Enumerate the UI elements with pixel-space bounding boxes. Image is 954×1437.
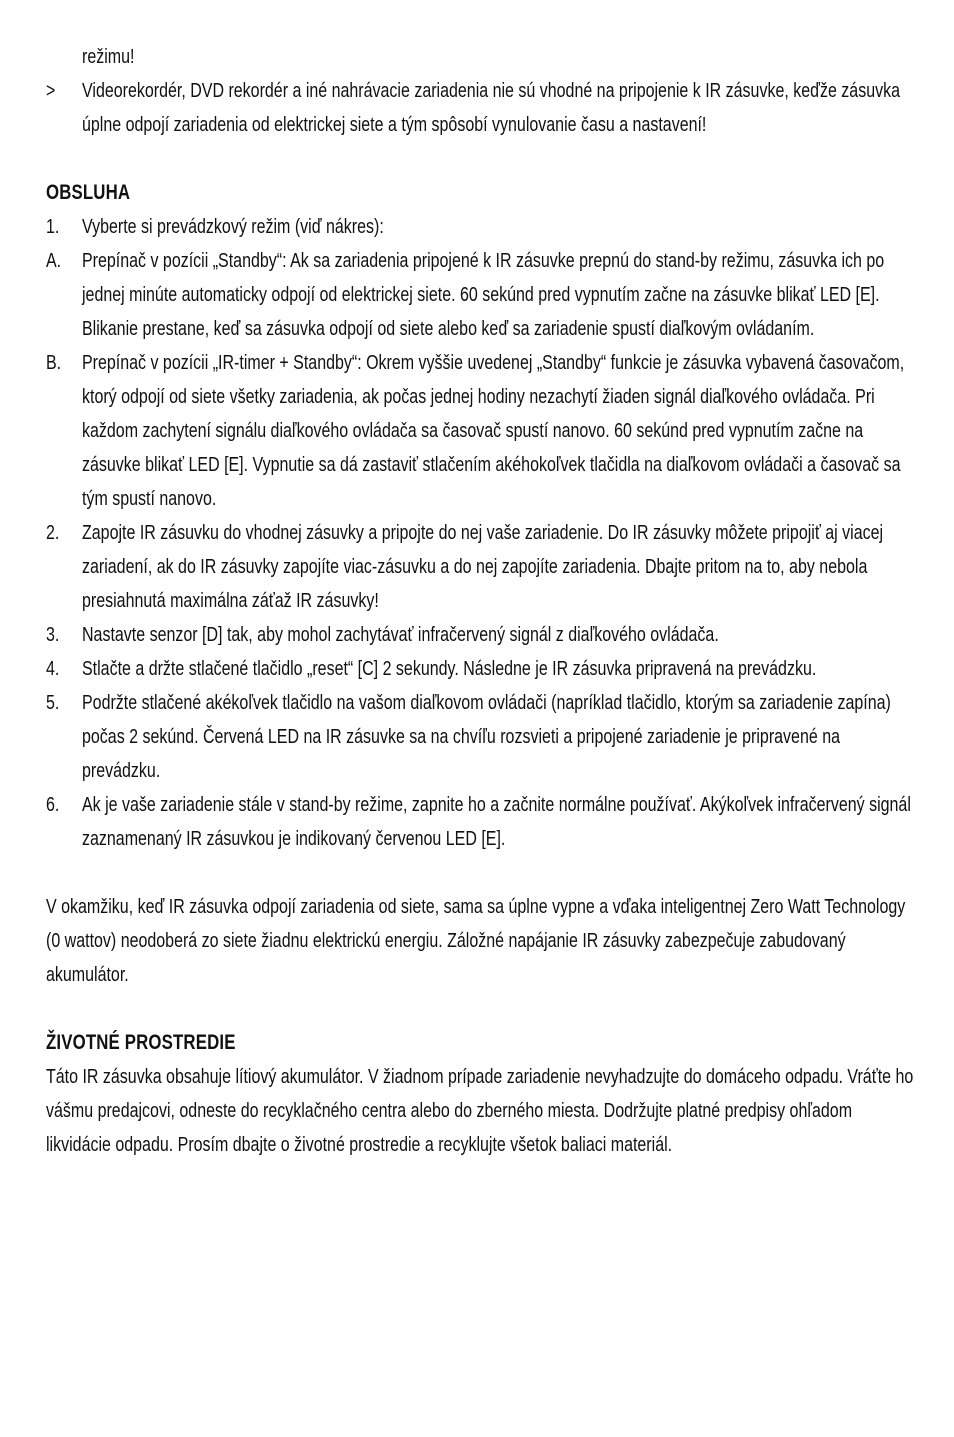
list-text: Vyberte si prevádzkový režim (viď nákres): [82,216,384,238]
closing-paragraph: V okamžiku, keď IR zásuvka odpojí zariadenia od siete, sama sa úplne vypne a vďaka inteligentnej Zero Watt Technology (0 wattov) neodoberá zo siete žiadnu elektrickú energiu. Záložné napájanie IR zásuvky zabezpečuje zabudovaný akumulátor. [46,896,906,986]
list-marker: 1. [46,216,60,238]
list-marker: A. [46,250,62,272]
list-text: Zapojte IR zásuvku do vhodnej zásuvky a pripojte do nej vaše zariadenie. Do IR zásuvky môžete pripojiť aj viacej zariadení, ak do IR zásuvky zapojíte viac-zásuvku a do nej zapojíte zariadenia. Dbajte pritom na to, aby nebola presiahnutá maximálna záťaž IR zásuvky! [82,522,884,612]
list-text: Prepínač v pozícii „IR-timer + Standby“: Okrem vyššie uvedenej „Standby“ funkcie je zásuvka vybavená časovačom, ktorý odpojí od siete všetky zariadenia, ak počas jednej hodiny nezachytí žiaden signál diaľkového ovládača. Pri každom zachytení signálu diaľkového ovládača sa časovač spustí nanovo. 60 sekúnd pred vypnutím začne na zásuvke blikať LED [E]. Vypnutie sa dá zastaviť stlačením akéhokoľvek tlačidla na diaľkovom ovládači a časovač sa tým spustí nanovo. [82,352,905,510]
section-heading-environment: ŽIVOTNÉ PROSTREDIE [46,1031,236,1054]
bullet-marker: > [46,80,56,102]
list-text: Prepínač v pozícii „Standby“: Ak sa zariadenia pripojené k IR zásuvke prepnú do stand-by režimu, zásuvka ich po jednej minúte automaticky odpojí od elektrickej siete. 60 sekúnd pred vypnutím začne na zásuvke blikať LED [E]. Blikanie prestane, keď sa zásuvka odpojí od siete alebo keď sa zariadenie spustí diaľkovým ovládaním. [82,250,885,340]
list-text: Ak je vaše zariadenie stále v stand-by režime, zapnite ho a začnite normálne používať. Akýkoľvek infračervený signál zaznamenaný IR zásuvkou je indikovaný červenou LED [E]. [82,794,911,850]
list-item [46,686,916,788]
list-marker: 4. [46,658,60,680]
document-page [46,40,916,1162]
list-marker: 5. [46,692,60,714]
continued-text: režimu! [82,46,135,68]
list-item [46,788,916,856]
list-item [46,346,916,516]
warning-bullet [46,74,916,142]
list-marker: B. [46,352,62,374]
section-heading-obsluha: OBSLUHA [46,181,131,204]
list-text: Nastavte senzor [D] tak, aby mohol zachytávať infračervený signál z diaľkového ovládača. [82,624,719,646]
list-text: Podržte stlačené akékoľvek tlačidlo na vašom diaľkovom ovládači (napríklad tlačidlo, ktorým sa zariadenie zapína) počas 2 sekúnd. Červená LED na IR zásuvke sa na chvíľu rozsvieti a pripojené zariadenie je pripravené na prevádzku. [82,692,891,782]
environment-paragraph: Táto IR zásuvka obsahuje lítiový akumulátor. V žiadnom prípade zariadenie nevyhadzujte do domáceho odpadu. Vráťte ho vášmu predajcovi, odneste do recyklačného centra alebo do zberného miesta. Dodržujte platné predpisy ohľadom likvidácie odpadu. Prosím dbajte o životné prostredie a recyklujte všetok baliaci materiál. [46,1066,914,1156]
list-item [46,652,916,686]
list-item [46,516,916,618]
list-marker: 6. [46,794,60,816]
list-item [46,210,916,244]
list-marker: 3. [46,624,60,646]
list-marker: 2. [46,522,60,544]
bullet-text: Videorekordér, DVD rekordér a iné nahrávacie zariadenia nie sú vhodné na pripojenie k IR zásuvke, keďže zásuvka úplne odpojí zariadenia od elektrickej siete a tým spôsobí vynulovanie času a nastavení! [82,80,900,136]
list-item [46,244,916,346]
list-text: Stlačte a držte stlačené tlačidlo „reset“ [C] 2 sekundy. Následne je IR zásuvka pripravená na prevádzku. [82,658,817,680]
list-item [46,618,916,652]
